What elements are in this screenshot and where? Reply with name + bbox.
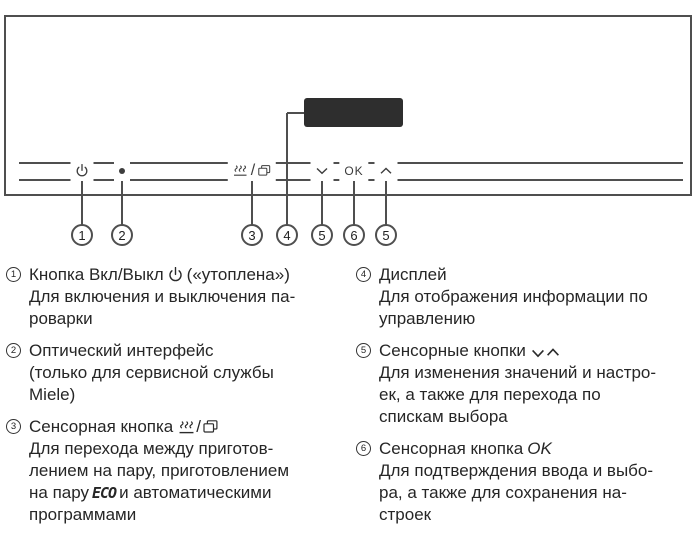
ok-button: OK: [339, 160, 368, 181]
chevron-up-icon: [380, 167, 393, 175]
optical-interface-dot-icon: [119, 168, 125, 174]
item-3-title: Сенсорная кнопка /: [29, 416, 289, 438]
power-button: [71, 160, 94, 181]
callout-3: 3: [241, 224, 263, 246]
steam-icon: [233, 165, 248, 177]
description-line: Для изменения значений и настро-: [379, 363, 657, 382]
separator-slash: /: [196, 417, 201, 436]
chevron-up-icon: [546, 348, 560, 357]
callout-6: 6: [343, 224, 365, 246]
leader-line-1: [81, 177, 83, 225]
leader-line-5a: [321, 177, 323, 225]
description-line: программами: [29, 505, 137, 524]
legend-item-1: [6, 264, 352, 330]
chevron-down-icon: [316, 167, 329, 175]
item-number-4: 4: [356, 267, 371, 282]
leader-line-5b: [385, 177, 387, 225]
power-icon: [76, 164, 89, 177]
separator-slash: /: [250, 161, 256, 179]
item-6-title: Сенсорная кнопка OK: [379, 439, 552, 458]
description-line: Для перехода между приготов-: [29, 439, 274, 458]
leader-line-3: [251, 177, 253, 225]
legend-item-6: [356, 438, 696, 526]
item-4-title: Дисплей: [379, 265, 447, 284]
callout-4: 4: [276, 224, 298, 246]
auto-programs-icon: [203, 420, 218, 433]
item-number-2: 2: [6, 343, 21, 358]
item-2-title: Оптический интерфейс: [29, 341, 214, 360]
display: [304, 98, 403, 127]
description-line: спискам выбора: [379, 407, 508, 426]
description-line: управлению: [379, 309, 476, 328]
up-button: [375, 160, 398, 181]
item-number-1: 1: [6, 267, 21, 282]
description-line: Для включения и выключения па-: [29, 287, 296, 306]
item-1-title: Кнопка Вкл/Выкл («утоплена»): [29, 265, 290, 284]
callout-2: 2: [111, 224, 133, 246]
leader-line-4-horizontal: [287, 112, 305, 114]
description-line: ра, а также для сохранения на-: [379, 483, 627, 502]
ok-label: OK: [527, 439, 552, 458]
legend-item-3: [6, 416, 352, 526]
leader-line-2: [121, 177, 123, 225]
description-line: ек, а также для перехода по: [379, 385, 601, 404]
callout-1: 1: [71, 224, 93, 246]
steam-auto-button: [228, 160, 276, 181]
callout-5b: 5: [375, 224, 397, 246]
chevron-down-icon: [531, 349, 545, 358]
item-number-6: 6: [356, 441, 371, 456]
legend-item-4: [356, 264, 696, 330]
description-line: лением на пару, приготовлением: [29, 461, 290, 480]
legend-left-column: [6, 264, 352, 535]
legend-item-5: [356, 340, 696, 428]
optical-interface: [114, 160, 130, 181]
item-5-title: Сенсорные кнопки: [379, 340, 656, 362]
eco-label: ECO: [92, 484, 117, 502]
description-line: Для подтверждения ввода и выбо-: [379, 461, 654, 480]
leader-line-6: [353, 177, 355, 225]
leader-line-4: [286, 113, 288, 225]
description-line: Miele): [29, 385, 76, 404]
legend-right-column: [356, 264, 696, 535]
power-circle-icon: [168, 267, 183, 282]
auto-programs-icon: [258, 165, 271, 176]
item-number-5: 5: [356, 343, 371, 358]
item-number-3: 3: [6, 419, 21, 434]
legend-item-2: [6, 340, 352, 406]
callout-5a: 5: [311, 224, 333, 246]
steam-icon: [178, 421, 195, 434]
description-line-eco: на пару ECO и автоматическими: [29, 483, 272, 502]
description-line: (только для сервисной службы: [29, 363, 274, 382]
description-line: роварки: [29, 309, 93, 328]
description-line: строек: [379, 505, 432, 524]
down-button: [311, 160, 334, 181]
description-line: Для отображения информации по: [379, 287, 648, 306]
